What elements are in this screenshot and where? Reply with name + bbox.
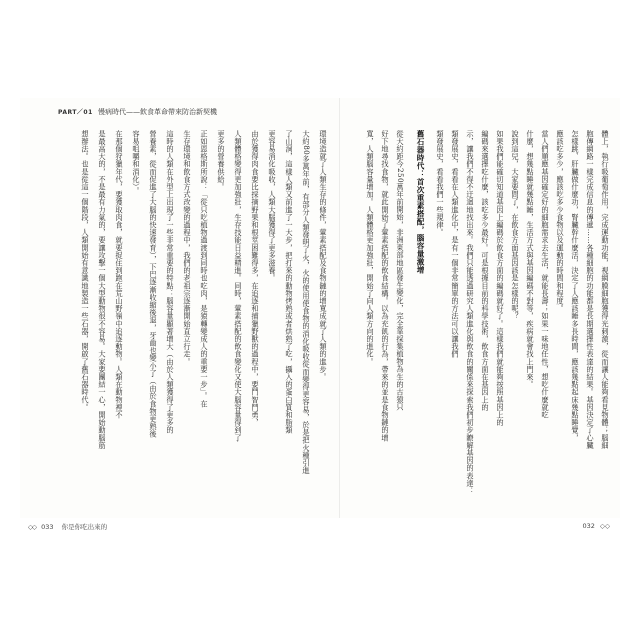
text-column: 說到這兒，大家要問了，在飲食方面基因該是怎樣的呢？: [511, 130, 520, 320]
text-column: 營養素，從而促進了大腦的快速發育），下巴逐漸收縮後退，牙齒也變小了（由於食物更熟後: [149, 130, 158, 438]
text-column: 胞傳網路一樣完成信息的傳遞……各種細胞的功能都是長期選擇性表達的結果。基因決定了心臟: [586, 130, 595, 450]
text-column: 大約80多萬年前，有部分人類發明了火，火的使用使食物的消化吸收從而變得更容易，於是把火種引進: [302, 130, 311, 475]
book-spread: [20, 98, 620, 531]
text-column: 從大約距今250萬年前開始，非洲東部地區發生變化，完全靠採集植物為生的古猿只: [396, 130, 405, 411]
right-footer: [583, 522, 611, 530]
text-column: 應該吃多少，應該吃多少食物以及運動的時間和程度。: [556, 130, 565, 313]
text-column: 體上，執行吸葡萄作用，完成運動功能，視網膜細胞獲得光刺激，從而讓人能夠看見物體；腦細: [601, 130, 610, 450]
text-column: 是最高大的，不是最有力氣的，要讓攻擊一個大型動物很不容易。大家要團結一心，開始動腦筋: [98, 130, 107, 450]
text-column: 如果我們能確切知道基因上編碼於飲食方面的編碼就好了。這樣我們就能夠按照基因上的: [496, 130, 505, 427]
part-label: PART／01: [58, 109, 93, 116]
left-page: [58, 130, 328, 500]
text-column: 類發展史，看看在人類進化中，是有一個非常簡單的方法可以讓我們: [451, 130, 460, 358]
text-column: 環境造就了人類生存的條件，葷素搭配及食物鏈的增寬成就了人類的進步。: [319, 130, 328, 381]
text-column: 人類體格變得更加強壯，生存技能日益精進。同時，葷素搭配的飲食變化又使大腦容量得到了: [234, 130, 243, 442]
text-column: 更多的營養供給。: [217, 130, 226, 191]
section-heading: 舊石器時代：首次重素搭配，腦容量激增: [416, 130, 425, 274]
chapter-title: 慢病時代——飲食革命帶來防治新契機: [98, 108, 218, 116]
page-number-right: 032: [582, 522, 595, 530]
left-footer: [28, 522, 107, 531]
text-column: 當人們順應基因確定好的細胞需求去生活，就能長壽；如果一味地任性，想吃什麼就吃: [541, 130, 550, 419]
text-column: 這時的人類在外型上出現了一些非常重要的特點：腦容量顯著增大（由於人類獲得了更多的: [166, 130, 175, 434]
text-column: 好下地尋找食物，就此開始了葷素搭配的飲食結構。以為充飢的行為，帶來的並是食物鏈的增: [381, 130, 390, 442]
page-number-left: 033: [41, 523, 54, 531]
running-head: [58, 107, 217, 117]
text-column: 了山洞，這樣人類又前進了一大步，把打來的動物烤熟或者烘熟了吃，攝入的蛋白質和脂類: [285, 130, 294, 434]
text-column: 生存環境和飲食方式改變的過程中，我們的老祖宗逐漸開始直立行走。: [183, 130, 192, 366]
text-column: 示，讓我們不得不迂迴地找出來。我們只能透過研究人類進化與飲食的關係來探索我們初步瞭解基因的表達：: [466, 130, 475, 495]
text-column: 什麼，想幾點睡就幾點睡，生活方式與基因編碼不對等，疾病就會找上門來。: [526, 130, 535, 389]
text-column: 在那個狩獵年代，要獲取肉食，就要捉住到跑在荒山野嶺中追逐動物。人類在動物裡不: [115, 130, 124, 419]
diamond-ornament-icon: ◇◇: [600, 522, 610, 530]
page-gutter: [339, 98, 340, 518]
right-page: [360, 130, 610, 500]
diamond-ornament-icon: ◇◇: [28, 523, 36, 531]
text-column: 寬，人類腦容量增加。人類體格更加強壯，開始了向人類方向的進化。: [366, 130, 375, 366]
text-column: 正如恩格斯所說：「從只吃植物過渡到同時也吃肉，是猿轉變成人的重要一步」。在: [200, 130, 209, 408]
text-column: 容易咀嚼和消化）。: [132, 130, 141, 195]
text-column: 更容易消化吸收，人類大腦獲得了更多滋養。: [268, 130, 277, 282]
text-column: 想辦法。也是從這一個階段，人類開始有意識地製造一些石器，開啟了舊石器時代。: [81, 130, 90, 412]
text-column: 怎樣跳、肝臟做什麼功，腎臟幹什麼活，決定了人應該睡多長時間，應該幾點起床幾點睡覺，: [571, 130, 580, 442]
text-column: 類發展史，看看我們一些規律。: [436, 130, 445, 237]
book-title: 你是你吃出來的: [61, 523, 108, 531]
text-column: 編碼來選擇吃什麼，該吃多少最好。可是根據目前的科學技術，飲食方面在基因上的: [481, 130, 490, 412]
text-column: 由於獲得肉食要比採摘野果和根莖困難得多，在追逐和捕獵野獸的過程中，要鬥智鬥勇，: [251, 130, 260, 427]
